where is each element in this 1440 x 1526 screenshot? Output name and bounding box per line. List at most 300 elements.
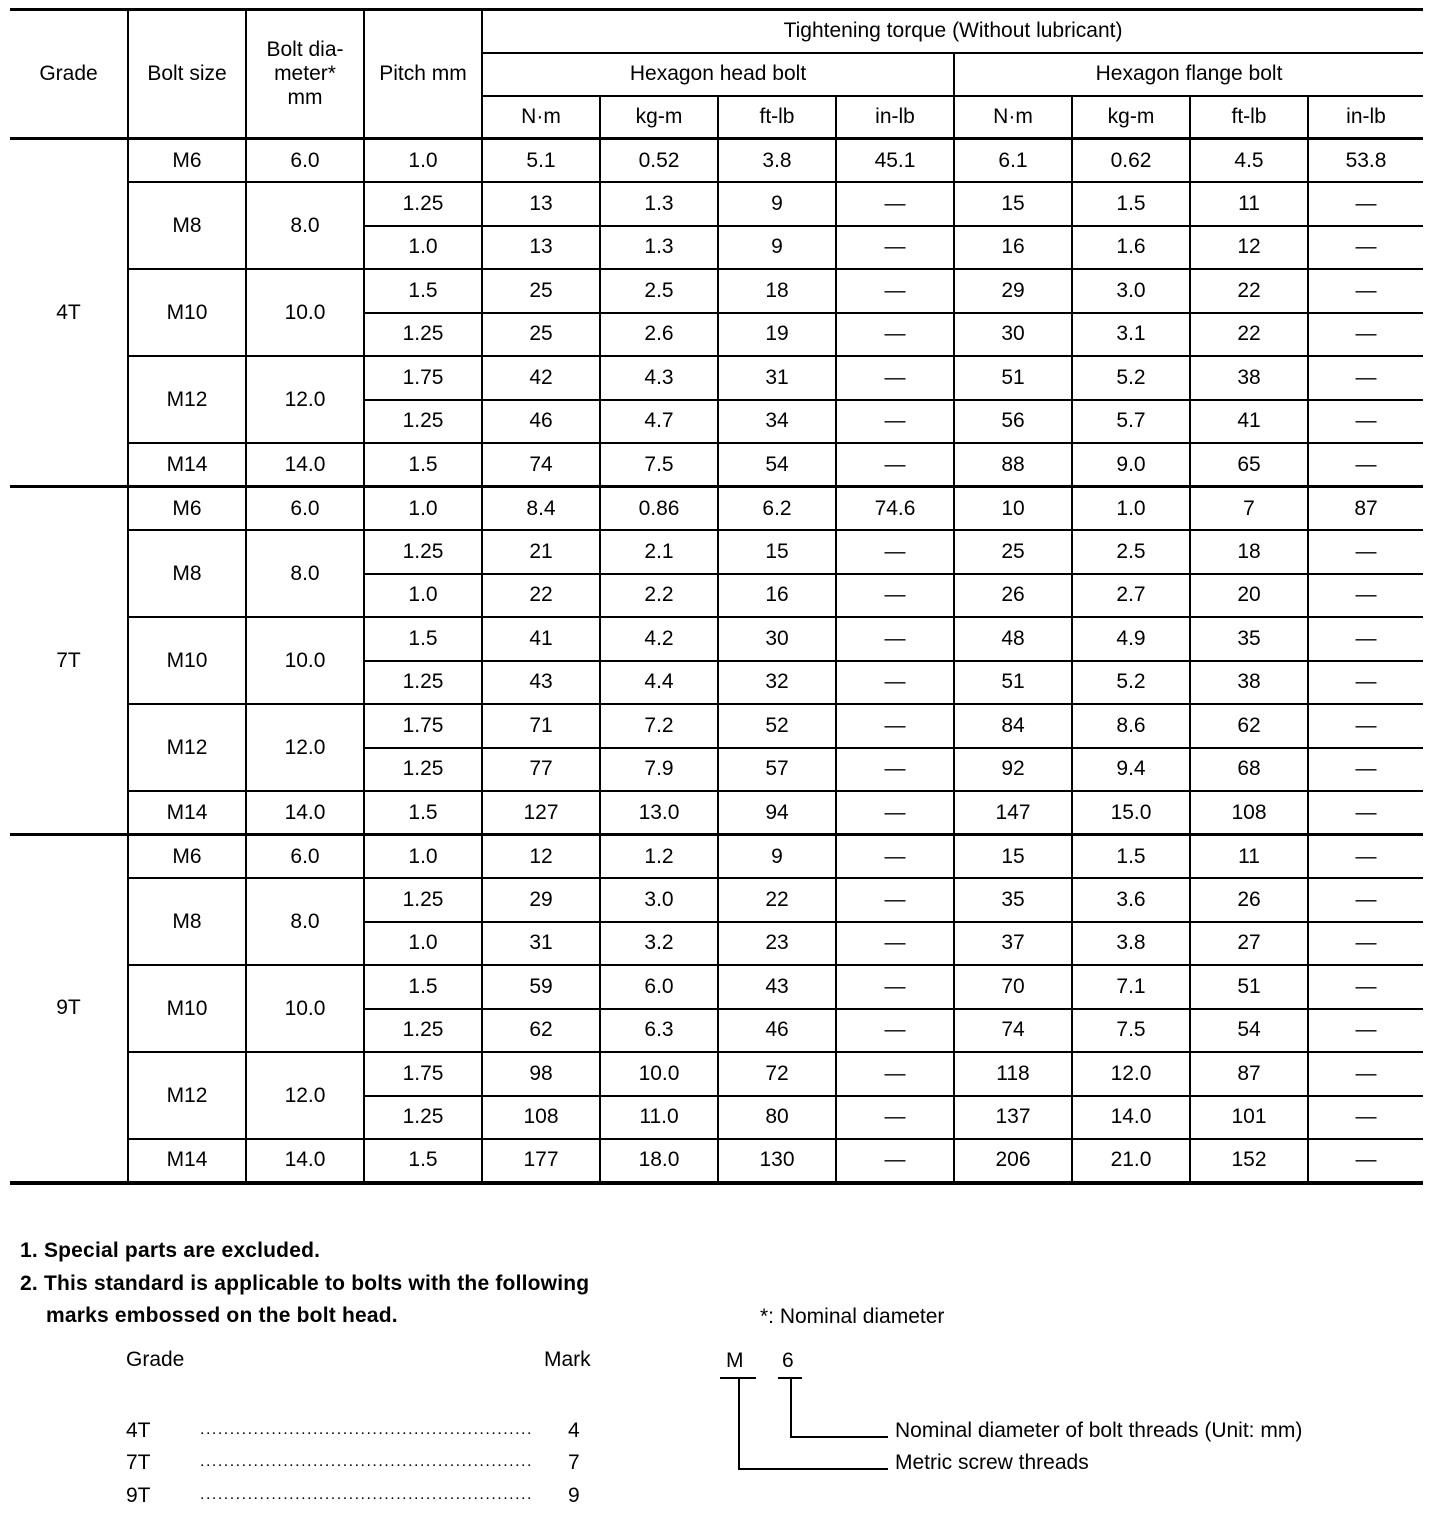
hex-flange-torque-cell: 6.1 [954, 139, 1072, 183]
hex-flange-torque-cell: 70 [954, 965, 1072, 1009]
hex-head-torque-cell: 4.3 [600, 356, 718, 400]
diagram-label-metric: Metric screw threads [895, 1451, 1089, 1474]
grade-cell: 4T [10, 139, 128, 487]
pitch-cell: 1.0 [364, 922, 482, 966]
hex-flange-torque-cell: — [1308, 574, 1423, 618]
hex-head-torque-cell: 7.5 [600, 443, 718, 487]
legend-mark-header: Mark [544, 1348, 591, 1371]
hex-head-torque-cell: — [836, 1052, 954, 1096]
hex-flange-torque-cell: 4.5 [1190, 139, 1308, 183]
hex-head-torque-cell: 15 [718, 530, 836, 574]
hex-head-torque-cell: — [836, 400, 954, 444]
pitch-cell: 1.25 [364, 661, 482, 705]
table-row [10, 617, 1423, 661]
hex-flange-torque-cell: — [1308, 922, 1423, 966]
bolt-size-cell: M8 [128, 530, 246, 617]
table-row [10, 182, 1423, 226]
pitch-cell: 1.25 [364, 878, 482, 922]
hex-head-torque-cell: — [836, 748, 954, 792]
bolt-diameter-cell: 10.0 [246, 617, 364, 704]
hex-head-torque-cell: 94 [718, 791, 836, 835]
hex-flange-torque-cell: — [1308, 835, 1423, 879]
hex-head-torque-cell: 2.1 [600, 530, 718, 574]
bolt-size-cell: M10 [128, 617, 246, 704]
diagram-letter-6: 6 [782, 1349, 794, 1372]
pitch-cell: 1.25 [364, 1096, 482, 1140]
pitch-cell: 1.0 [364, 226, 482, 270]
hex-flange-torque-cell: 15 [954, 182, 1072, 226]
hex-flange-torque-cell: 54 [1190, 1009, 1308, 1053]
hex-flange-torque-cell: 87 [1190, 1052, 1308, 1096]
hex-head-torque-cell: 1.2 [600, 835, 718, 879]
hex-flange-torque-cell: — [1308, 965, 1423, 1009]
hex-flange-torque-cell: 9.4 [1072, 748, 1190, 792]
hex-head-torque-cell: 21 [482, 530, 600, 574]
hex-head-torque-cell: 71 [482, 704, 600, 748]
hex-flange-torque-cell: 35 [954, 878, 1072, 922]
hex-flange-torque-cell: 3.1 [1072, 313, 1190, 357]
hex-flange-torque-cell: 5.7 [1072, 400, 1190, 444]
hex-head-torque-cell: 2.5 [600, 269, 718, 313]
hex-flange-torque-cell: — [1308, 1096, 1423, 1140]
pitch-cell: 1.25 [364, 748, 482, 792]
bolt-diameter-cell: 14.0 [246, 443, 364, 487]
table-row [10, 356, 1423, 400]
hex-head-torque-cell: 80 [718, 1096, 836, 1140]
hex-flange-torque-cell: 88 [954, 443, 1072, 487]
hex-flange-torque-cell: 7.5 [1072, 1009, 1190, 1053]
hex-flange-torque-cell: 14.0 [1072, 1096, 1190, 1140]
hex-flange-torque-cell: 92 [954, 748, 1072, 792]
hex-head-torque-cell: 9 [718, 835, 836, 879]
bolt-diameter-cell: 6.0 [246, 487, 364, 531]
pitch-cell: 1.0 [364, 835, 482, 879]
legend-row [126, 1419, 606, 1447]
hex-flange-torque-cell: 38 [1190, 661, 1308, 705]
hex-flange-torque-cell: 1.5 [1072, 182, 1190, 226]
hex-flange-torque-cell: 108 [1190, 791, 1308, 835]
torque-spec-table [10, 8, 1423, 1185]
header-unit: ft-lb [1190, 96, 1308, 139]
pitch-cell: 1.5 [364, 791, 482, 835]
hex-head-torque-cell: — [836, 182, 954, 226]
table-row [10, 443, 1423, 487]
bolt-size-cell: M6 [128, 487, 246, 531]
hex-head-torque-cell: 5.1 [482, 139, 600, 183]
table-row [10, 139, 1423, 183]
hex-head-torque-cell: — [836, 313, 954, 357]
hex-head-torque-cell: 130 [718, 1139, 836, 1183]
header-grade: Grade [10, 10, 128, 139]
hex-flange-torque-cell: 51 [1190, 965, 1308, 1009]
legend-row [126, 1451, 606, 1479]
hex-head-torque-cell: — [836, 1139, 954, 1183]
hex-flange-torque-cell: — [1308, 704, 1423, 748]
pitch-cell: 1.5 [364, 965, 482, 1009]
hex-flange-torque-cell: 27 [1190, 922, 1308, 966]
hex-flange-torque-cell: 1.0 [1072, 487, 1190, 531]
grade-group [10, 835, 1423, 1183]
hex-flange-torque-cell: 11 [1190, 182, 1308, 226]
hex-head-torque-cell: 6.2 [718, 487, 836, 531]
hex-flange-torque-cell: — [1308, 1139, 1423, 1183]
legend-grade-header: Grade [126, 1348, 185, 1371]
hex-flange-torque-cell: 206 [954, 1139, 1072, 1183]
hex-flange-torque-cell: 15 [954, 835, 1072, 879]
hex-head-torque-cell: 7.9 [600, 748, 718, 792]
hex-flange-torque-cell: 147 [954, 791, 1072, 835]
hex-flange-torque-cell: 18 [1190, 530, 1308, 574]
hex-head-torque-cell: 13 [482, 226, 600, 270]
hex-flange-torque-cell: 11 [1190, 835, 1308, 879]
bolt-size-cell: M14 [128, 443, 246, 487]
hex-head-torque-cell: 19 [718, 313, 836, 357]
table-row [10, 269, 1423, 313]
bolt-size-cell: M12 [128, 704, 246, 791]
pitch-cell: 1.5 [364, 269, 482, 313]
bolt-diameter-cell: 12.0 [246, 704, 364, 791]
hex-flange-torque-cell: 7.1 [1072, 965, 1190, 1009]
pitch-cell: 1.25 [364, 400, 482, 444]
hex-head-torque-cell: 22 [482, 574, 600, 618]
bolt-size-cell: M10 [128, 965, 246, 1052]
hex-flange-torque-cell: 41 [1190, 400, 1308, 444]
hex-head-torque-cell: — [836, 835, 954, 879]
hex-flange-torque-cell: 26 [954, 574, 1072, 618]
hex-head-torque-cell: 16 [718, 574, 836, 618]
hex-flange-torque-cell: — [1308, 530, 1423, 574]
table-row [10, 1139, 1423, 1183]
hex-head-torque-cell: — [836, 922, 954, 966]
header-hexagon-flange-bolt: Hexagon flange bolt [954, 53, 1423, 96]
hex-head-torque-cell: 46 [482, 400, 600, 444]
pitch-cell: 1.75 [364, 704, 482, 748]
hex-flange-torque-cell: 20 [1190, 574, 1308, 618]
hex-head-torque-cell: 41 [482, 617, 600, 661]
hex-head-torque-cell: 32 [718, 661, 836, 705]
hex-head-torque-cell: 7.2 [600, 704, 718, 748]
hex-flange-torque-cell: 8.6 [1072, 704, 1190, 748]
hex-head-torque-cell: — [836, 443, 954, 487]
hex-head-torque-cell: — [836, 356, 954, 400]
bolt-size-cell: M14 [128, 1139, 246, 1183]
hex-flange-torque-cell: 37 [954, 922, 1072, 966]
hex-flange-torque-cell: — [1308, 400, 1423, 444]
hex-flange-torque-cell: — [1308, 748, 1423, 792]
hex-head-torque-cell: 43 [482, 661, 600, 705]
legend-mark: 9 [568, 1484, 580, 1507]
legend-grade: 9T [126, 1484, 151, 1507]
bolt-diameter-cell: 14.0 [246, 1139, 364, 1183]
legend-dots: ........................................................ [200, 1421, 533, 1438]
hex-head-torque-cell: 8.4 [482, 487, 600, 531]
hex-flange-torque-cell: 84 [954, 704, 1072, 748]
hex-flange-torque-cell: 25 [954, 530, 1072, 574]
header-tightening-torque: Tightening torque (Without lubricant) [482, 10, 1423, 53]
hex-flange-torque-cell: 12.0 [1072, 1052, 1190, 1096]
bolt-size-cell: M8 [128, 182, 246, 269]
bolt-diameter-cell: 12.0 [246, 356, 364, 443]
hex-flange-torque-cell: — [1308, 878, 1423, 922]
hex-head-torque-cell: 177 [482, 1139, 600, 1183]
table-row [10, 487, 1423, 531]
header-unit: N·m [482, 96, 600, 139]
hex-flange-torque-cell: — [1308, 182, 1423, 226]
bolt-size-cell: M10 [128, 269, 246, 356]
bolt-diameter-cell: 6.0 [246, 139, 364, 183]
hex-flange-torque-cell: 15.0 [1072, 791, 1190, 835]
diagram-label-diameter: Nominal diameter of bolt threads (Unit: mm) [895, 1419, 1303, 1442]
hex-head-torque-cell: 2.6 [600, 313, 718, 357]
table-row [10, 791, 1423, 835]
hex-head-torque-cell: — [836, 661, 954, 705]
grade-cell: 9T [10, 835, 128, 1183]
hex-flange-torque-cell: 62 [1190, 704, 1308, 748]
hex-flange-torque-cell: — [1308, 617, 1423, 661]
hex-head-torque-cell: 30 [718, 617, 836, 661]
header-unit: ft-lb [718, 96, 836, 139]
bolt-size-cell: M8 [128, 878, 246, 965]
hex-head-torque-cell: 3.2 [600, 922, 718, 966]
hex-flange-torque-cell: — [1308, 269, 1423, 313]
diagram-leader-m-vertical [738, 1378, 740, 1470]
header-unit: in-lb [1308, 96, 1423, 139]
hex-head-torque-cell: 77 [482, 748, 600, 792]
hex-head-torque-cell: 6.0 [600, 965, 718, 1009]
legend-grade: 7T [126, 1451, 151, 1474]
bolt-diameter-cell: 10.0 [246, 269, 364, 356]
hex-flange-torque-cell: 1.6 [1072, 226, 1190, 270]
hex-flange-torque-cell: 21.0 [1072, 1139, 1190, 1183]
hex-head-torque-cell: 127 [482, 791, 600, 835]
note-special-parts: 1. Special parts are excluded. [20, 1239, 321, 1262]
hex-flange-torque-cell: 56 [954, 400, 1072, 444]
hex-head-torque-cell: 45.1 [836, 139, 954, 183]
bolt-size-cell: M14 [128, 791, 246, 835]
pitch-cell: 1.25 [364, 530, 482, 574]
table-row [10, 965, 1423, 1009]
hex-head-torque-cell: 42 [482, 356, 600, 400]
legend-row [126, 1484, 606, 1512]
diagram-leader-6-horizontal [790, 1436, 888, 1438]
hex-head-torque-cell: 4.4 [600, 661, 718, 705]
pitch-cell: 1.5 [364, 443, 482, 487]
hex-head-torque-cell: 13 [482, 182, 600, 226]
bolt-size-cell: M12 [128, 356, 246, 443]
hex-head-torque-cell: — [836, 574, 954, 618]
hex-head-torque-cell: 59 [482, 965, 600, 1009]
hex-head-torque-cell: 25 [482, 313, 600, 357]
header-unit: kg-m [1072, 96, 1190, 139]
hex-head-torque-cell: — [836, 530, 954, 574]
hex-head-torque-cell: 18.0 [600, 1139, 718, 1183]
hex-flange-torque-cell: 22 [1190, 313, 1308, 357]
hex-head-torque-cell: 62 [482, 1009, 600, 1053]
bolt-diameter-cell: 6.0 [246, 835, 364, 879]
legend-grade: 4T [126, 1419, 151, 1442]
hex-head-torque-cell: 4.2 [600, 617, 718, 661]
hex-flange-torque-cell: 68 [1190, 748, 1308, 792]
hex-head-torque-cell: 13.0 [600, 791, 718, 835]
table-row [10, 704, 1423, 748]
hex-flange-torque-cell: 118 [954, 1052, 1072, 1096]
hex-head-torque-cell: 9 [718, 226, 836, 270]
bolt-diameter-cell: 14.0 [246, 791, 364, 835]
hex-head-torque-cell: 18 [718, 269, 836, 313]
hex-flange-torque-cell: 3.8 [1072, 922, 1190, 966]
hex-head-torque-cell: 108 [482, 1096, 600, 1140]
hex-flange-torque-cell: 4.9 [1072, 617, 1190, 661]
hex-head-torque-cell: 54 [718, 443, 836, 487]
hex-head-torque-cell: — [836, 704, 954, 748]
legend-dots: ........................................................ [200, 1486, 533, 1503]
hex-flange-torque-cell: — [1308, 226, 1423, 270]
pitch-cell: 1.25 [364, 313, 482, 357]
hex-head-torque-cell: 72 [718, 1052, 836, 1096]
hex-head-torque-cell: — [836, 269, 954, 313]
hex-head-torque-cell: 0.52 [600, 139, 718, 183]
hex-head-torque-cell: 4.7 [600, 400, 718, 444]
hex-flange-torque-cell: — [1308, 661, 1423, 705]
bolt-diameter-cell: 8.0 [246, 182, 364, 269]
bolt-diameter-cell: 8.0 [246, 530, 364, 617]
hex-flange-torque-cell: 29 [954, 269, 1072, 313]
grade-cell: 7T [10, 487, 128, 835]
pitch-cell: 1.5 [364, 617, 482, 661]
hex-flange-torque-cell: 101 [1190, 1096, 1308, 1140]
hex-flange-torque-cell: — [1308, 1009, 1423, 1053]
hex-flange-torque-cell: 38 [1190, 356, 1308, 400]
hex-flange-torque-cell: 51 [954, 661, 1072, 705]
pitch-cell: 1.25 [364, 1009, 482, 1053]
hex-head-torque-cell: 31 [718, 356, 836, 400]
hex-head-torque-cell: 3.8 [718, 139, 836, 183]
bolt-size-cell: M6 [128, 139, 246, 183]
hex-head-torque-cell: 6.3 [600, 1009, 718, 1053]
hex-flange-torque-cell: — [1308, 443, 1423, 487]
hex-head-torque-cell: 0.86 [600, 487, 718, 531]
hex-flange-torque-cell: 65 [1190, 443, 1308, 487]
hex-flange-torque-cell: 51 [954, 356, 1072, 400]
bolt-size-cell: M6 [128, 835, 246, 879]
hex-head-torque-cell: — [836, 226, 954, 270]
hex-flange-torque-cell: 7 [1190, 487, 1308, 531]
table-row [10, 835, 1423, 879]
hex-flange-torque-cell: 3.0 [1072, 269, 1190, 313]
hex-flange-torque-cell: 9.0 [1072, 443, 1190, 487]
hex-head-torque-cell: 25 [482, 269, 600, 313]
header-pitch: Pitch mm [364, 10, 482, 139]
hex-head-torque-cell: 34 [718, 400, 836, 444]
hex-flange-torque-cell: — [1308, 1052, 1423, 1096]
hex-head-torque-cell: 12 [482, 835, 600, 879]
diagram-leader-6-vertical [790, 1378, 792, 1438]
hex-head-torque-cell: 98 [482, 1052, 600, 1096]
hex-flange-torque-cell: 137 [954, 1096, 1072, 1140]
legend-header-row [126, 1348, 606, 1376]
hex-head-torque-cell: 43 [718, 965, 836, 1009]
hex-head-torque-cell: 10.0 [600, 1052, 718, 1096]
hex-flange-torque-cell: 16 [954, 226, 1072, 270]
hex-flange-torque-cell: 1.5 [1072, 835, 1190, 879]
pitch-cell: 1.0 [364, 139, 482, 183]
pitch-cell: 1.75 [364, 1052, 482, 1096]
bolt-size-cell: M12 [128, 1052, 246, 1139]
hex-head-torque-cell: — [836, 878, 954, 922]
hex-head-torque-cell: 9 [718, 182, 836, 226]
pitch-cell: 1.25 [364, 182, 482, 226]
hex-head-torque-cell: 52 [718, 704, 836, 748]
bolt-diameter-cell: 8.0 [246, 878, 364, 965]
hex-flange-torque-cell: 3.6 [1072, 878, 1190, 922]
hex-flange-torque-cell: 0.62 [1072, 139, 1190, 183]
hex-head-torque-cell: 31 [482, 922, 600, 966]
hex-head-torque-cell: — [836, 617, 954, 661]
diagram-letter-m: M [726, 1349, 744, 1372]
hex-head-torque-cell: 74 [482, 443, 600, 487]
note-standard-line1: 2. This standard is applicable to bolts with the following [20, 1272, 590, 1295]
hex-head-torque-cell: 2.2 [600, 574, 718, 618]
hex-flange-torque-cell: 12 [1190, 226, 1308, 270]
hex-flange-torque-cell: 5.2 [1072, 661, 1190, 705]
header-bolt-size: Bolt size [128, 10, 246, 139]
hex-head-torque-cell: 3.0 [600, 878, 718, 922]
grade-group [10, 139, 1423, 487]
grade-group [10, 487, 1423, 835]
hex-head-torque-cell: — [836, 1096, 954, 1140]
note-standard-line2: marks embossed on the bolt head. [46, 1304, 398, 1327]
header-hexagon-head-bolt: Hexagon head bolt [482, 53, 954, 96]
bolt-diameter-cell: 10.0 [246, 965, 364, 1052]
header-bolt-diameter: Bolt dia- meter* mm [246, 10, 364, 139]
hex-flange-torque-cell: 53.8 [1308, 139, 1423, 183]
legend-dots: ........................................................ [200, 1453, 533, 1470]
pitch-cell: 1.0 [364, 487, 482, 531]
hex-flange-torque-cell: — [1308, 791, 1423, 835]
hex-flange-torque-cell: 74 [954, 1009, 1072, 1053]
hex-head-torque-cell: 11.0 [600, 1096, 718, 1140]
hex-flange-torque-cell: 26 [1190, 878, 1308, 922]
hex-head-torque-cell: 29 [482, 878, 600, 922]
hex-head-torque-cell: 23 [718, 922, 836, 966]
bolt-diameter-cell: 12.0 [246, 1052, 364, 1139]
hex-head-torque-cell: — [836, 965, 954, 1009]
hex-flange-torque-cell: — [1308, 356, 1423, 400]
pitch-cell: 1.75 [364, 356, 482, 400]
hex-head-torque-cell: 46 [718, 1009, 836, 1053]
hex-flange-torque-cell: 152 [1190, 1139, 1308, 1183]
hex-flange-torque-cell: 35 [1190, 617, 1308, 661]
pitch-cell: 1.0 [364, 574, 482, 618]
legend-mark: 7 [568, 1451, 580, 1474]
pitch-cell: 1.5 [364, 1139, 482, 1183]
header-unit: in-lb [836, 96, 954, 139]
hex-flange-torque-cell: 87 [1308, 487, 1423, 531]
hex-flange-torque-cell: 2.7 [1072, 574, 1190, 618]
nominal-diameter-note: *: Nominal diameter [760, 1305, 945, 1328]
hex-head-torque-cell: — [836, 1009, 954, 1053]
legend-mark: 4 [568, 1419, 580, 1442]
hex-flange-torque-cell: 2.5 [1072, 530, 1190, 574]
hex-flange-torque-cell: 48 [954, 617, 1072, 661]
header-unit: N·m [954, 96, 1072, 139]
hex-flange-torque-cell: 22 [1190, 269, 1308, 313]
hex-head-torque-cell: 1.3 [600, 226, 718, 270]
hex-head-torque-cell: 22 [718, 878, 836, 922]
hex-flange-torque-cell: 5.2 [1072, 356, 1190, 400]
header-unit: kg-m [600, 96, 718, 139]
hex-flange-torque-cell: — [1308, 313, 1423, 357]
